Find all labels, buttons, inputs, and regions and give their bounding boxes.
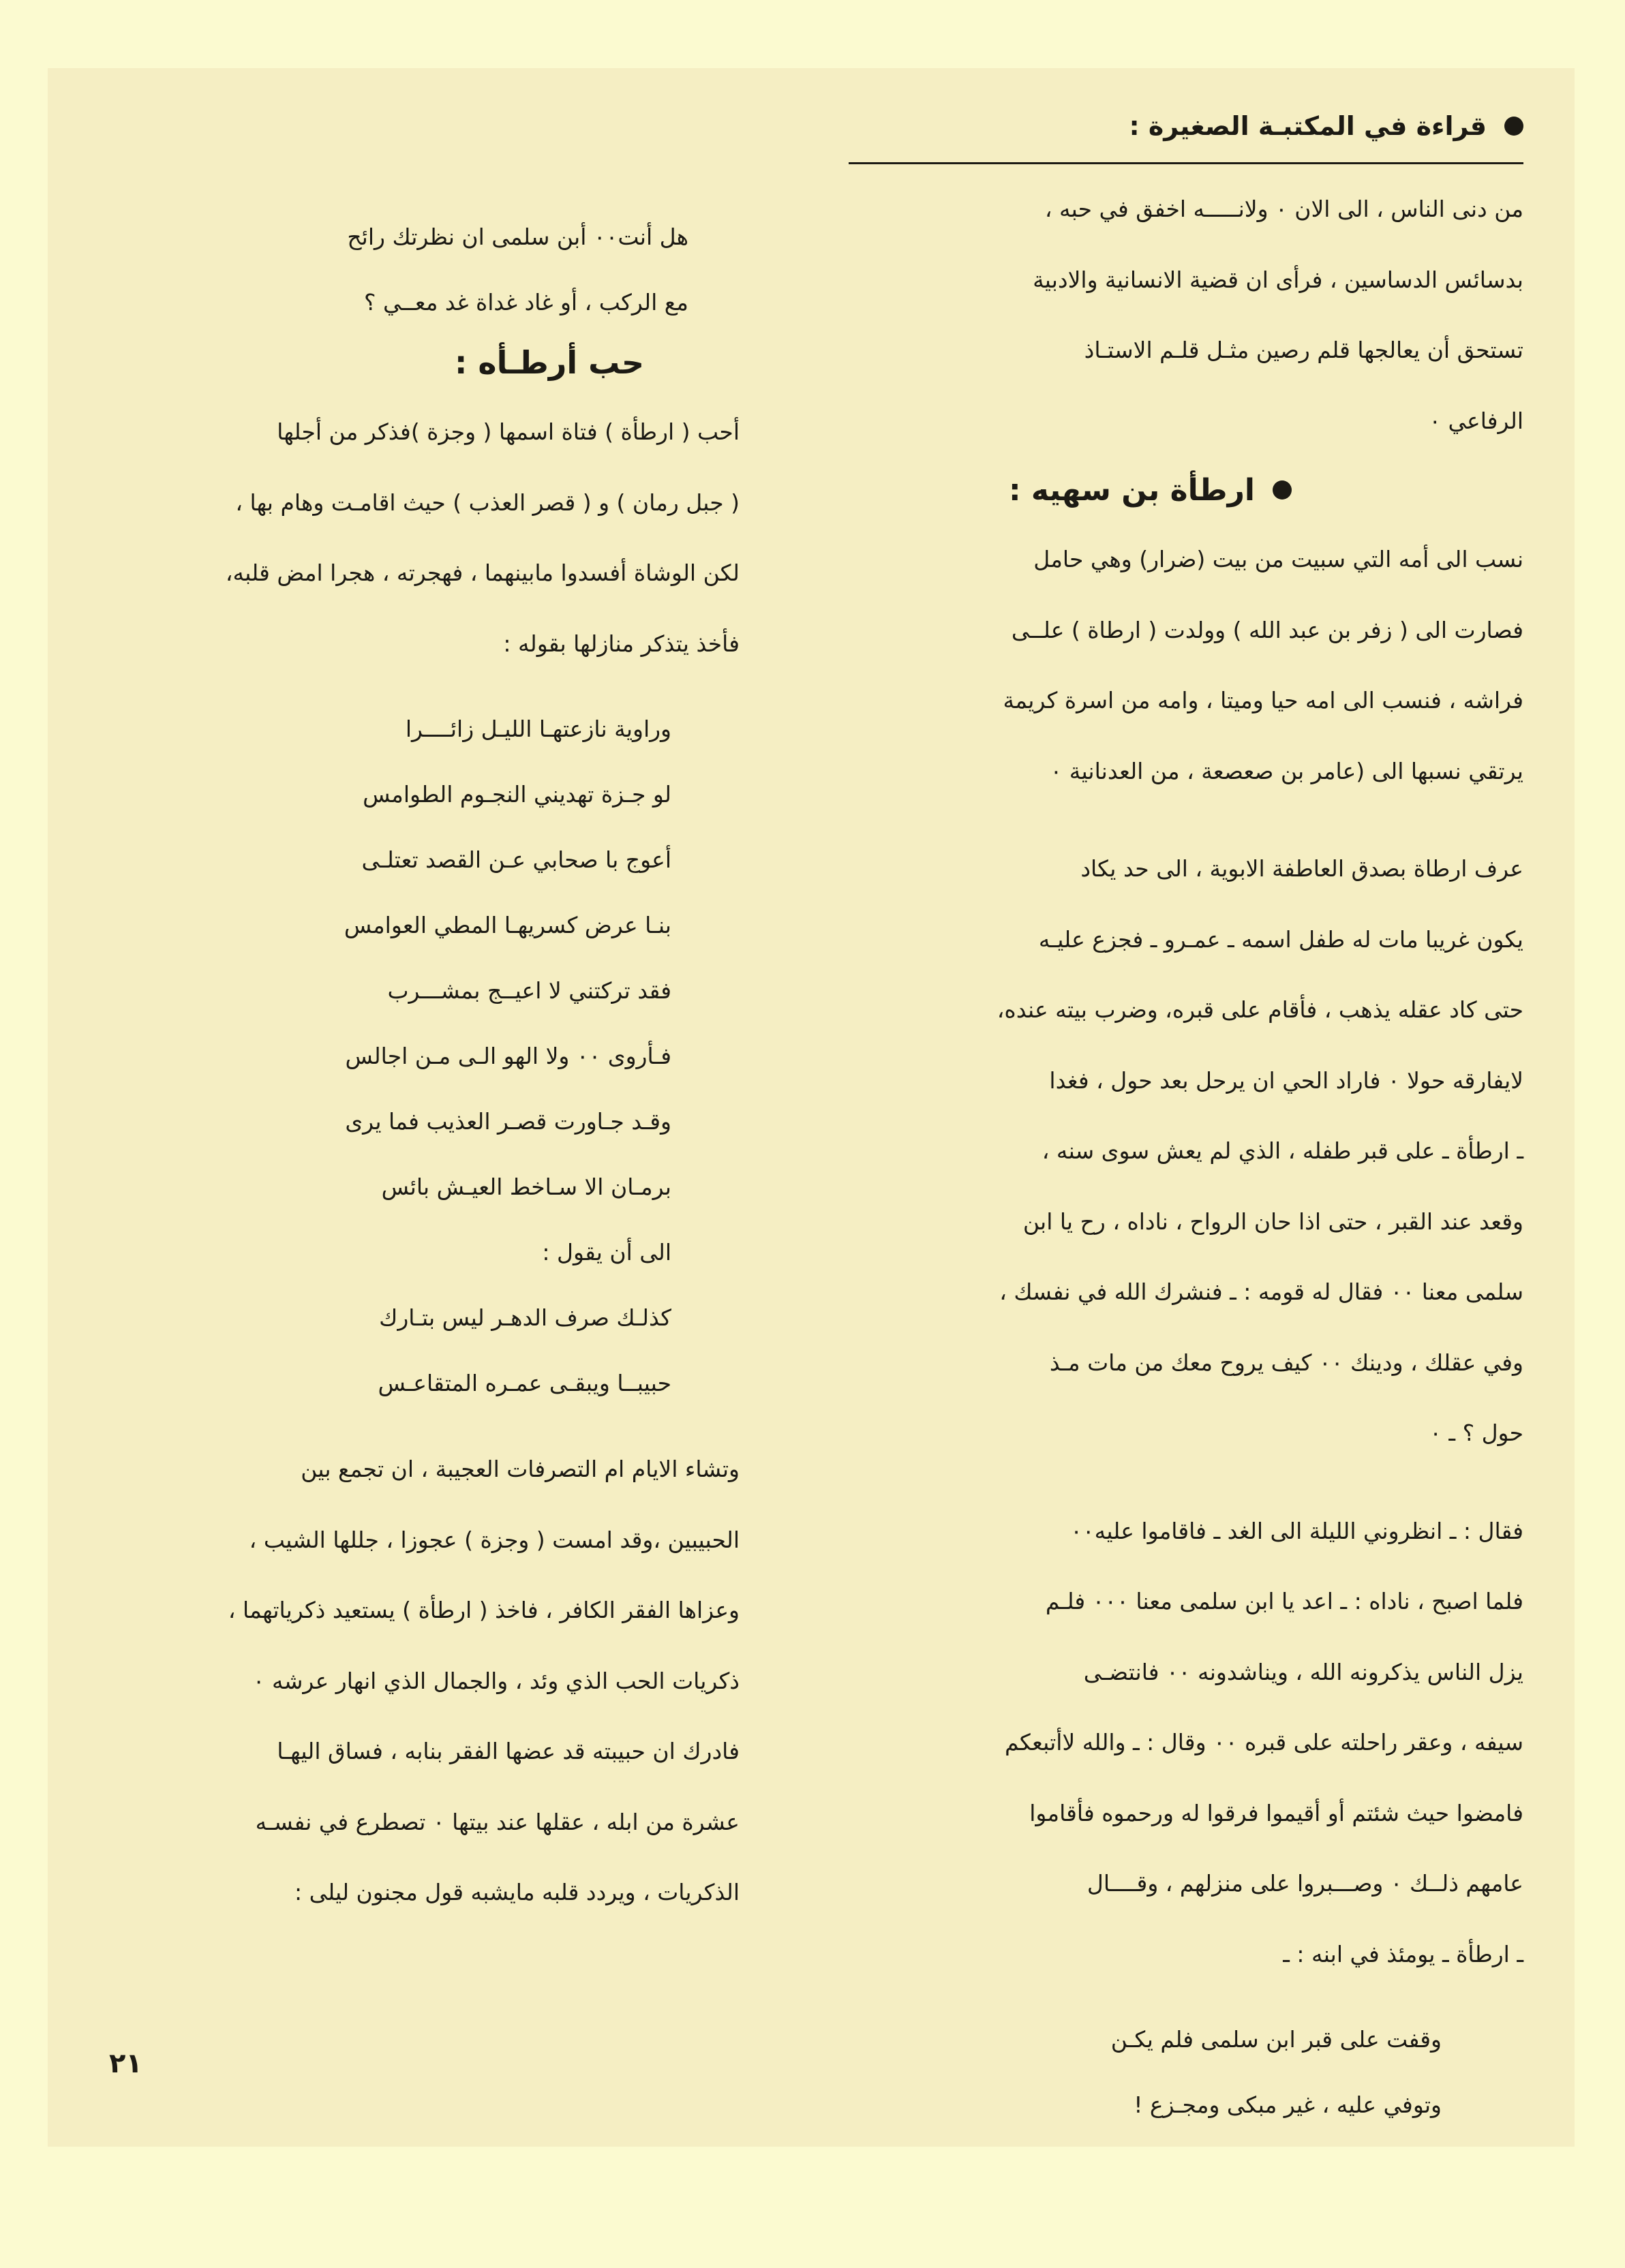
text-line: عشرة من ابله ، عقلها عند بيتها ٠ تصطرع في نفسـه [255, 1808, 740, 1835]
paragraph-reunion [58, 1434, 740, 1716]
verse-line: وراوية نازعتهـا الليـل زائــــرا [405, 716, 671, 742]
verse-line: فقد تركتني لا اعيــج بمشـــرب [387, 977, 671, 1004]
verse-line: حبيبــا ويبقـى عمـره المتقاعـس [378, 1370, 671, 1396]
text-line: نسب الى أمه التي سبيت من بيت (ضرار) وهي حامل [1033, 546, 1523, 572]
text-line: فلما اصبح ، ناداه : ـ اعد يا ابن سلمى معنا ٠٠٠ فلـم [1045, 1588, 1523, 1614]
paragraph-camels [58, 1716, 740, 1928]
text-line: فصارت الى ( زفر بن عبد الله ) وولدت ( ارطاة ) علــى [1011, 616, 1523, 643]
text-line: ـ ارطأة ـ على قبر طفله ، الذي لم يعش سوى سنه ، [1042, 1137, 1523, 1164]
text-line: حتى كاد عقله يذهب ، فأقام على قبره، وضرب بيته عنده، [997, 996, 1523, 1023]
section-heading-artaa [849, 456, 1523, 524]
verse-line: بنـا عرض كسريهـا المطي العوامس [344, 912, 671, 938]
text-line: أحب ( ارطأة ) فتاة اسمها ( وجزة )فذكر من أجلها [277, 418, 740, 445]
text-line: حول ؟ ـ ٠ [1429, 1420, 1523, 1446]
section-heading-love [58, 335, 740, 390]
transition-line [58, 1220, 740, 1285]
text-line: الحبيبين ،وقد امست ( وجزة ) عجوزا ، جللها الشيب ، [249, 1526, 740, 1553]
poem-wajza [58, 696, 740, 1220]
bullet-icon [1273, 480, 1292, 500]
verse-line: الى أن يقول : [542, 1239, 671, 1266]
left-column [58, 204, 740, 1928]
verse-line: أعوج با صحابي عـن القصد تعتلـى [361, 846, 671, 873]
paragraph-next-day [849, 1496, 1523, 1990]
header-rule [849, 162, 1523, 164]
text-line: ذكريات الحب الذي وئد ، والجمال الذي انهار عرشه ٠ [252, 1667, 740, 1694]
verse-line: كذلـك صرف الدهـر ليس بتـارك [379, 1304, 671, 1331]
verse-lament [849, 2007, 1523, 2138]
text-line: عامهم ذلــك ٠ وصـــبروا على منزلهم ، وقــــال [1087, 1870, 1523, 1897]
text-line: لكن الوشاة أفسدوا مابينهما ، فهجرته ، هجرا امض قلبه، [225, 560, 740, 586]
text-line: من دنى الناس ، الى الان ٠ ولانـــــه اخفق في حبه ، [1044, 196, 1523, 222]
text-line: بدسائس الدساسين ، فرأى ان قضية الانسانية والادبية [1033, 266, 1523, 293]
verse-line: وقفت على قبر ابن سلمى فلم يكـن [1110, 2026, 1442, 2053]
verse-line: لو جـزة تهديني النجـوم الطوامس [363, 781, 671, 808]
page-number: ٢١ [109, 2048, 142, 2079]
verse-line: وتوفي عليه ، غير مبكى ومجـزع ! [1134, 2091, 1442, 2118]
paragraph-fatherhood [849, 833, 1523, 1469]
text-line: فامضوا حيث شئتم أو أقيموا فرقوا له ورحموه فأقاموا [1029, 1799, 1523, 1826]
text-line: الذكريات ، ويردد قلبه مايشبه قول مجنون ليلى : [294, 1879, 740, 1905]
bullet-icon [1504, 117, 1523, 136]
intro-paragraph [849, 174, 1523, 456]
text-line: سيفه ، وعقر راحلته على قبره ٠٠ وقال : ـ والله لاأتبعكم [1005, 1729, 1523, 1756]
verse-line: فـأروى ٠٠ ولا الهو الـى مـن اجالس [345, 1043, 671, 1069]
right-column [849, 102, 1523, 2138]
text-line: وقعد عند القبر ، حتى اذا حان الرواح ، ناداه ، رح يا ابن [1022, 1208, 1523, 1235]
verse-line: هل أنت٠٠ أبن سلمى ان نظرتك رائح [347, 224, 688, 250]
text-line: عرف ارطاة بصدق العاطفة الابوية ، الى حد يكاد [1080, 855, 1523, 882]
text-line: لايفارقه حولا ٠ فاراد الحي ان يرحل بعد حول ، فغدا [1049, 1067, 1523, 1094]
text-line: فأخذ يتذكر منازلها بقوله : [503, 630, 740, 657]
verse-line: مع الركب ، أو غاد غداة غد معــي ؟ [363, 289, 688, 316]
text-line: وعزاها الفقر الكافر ، فاخذ ( ارطأة ) يستعيد ذكرياتهما ، [228, 1597, 740, 1623]
text-line: يكون غريبا مات له طفل اسمه ـ عمـرو ـ فجزع عليـه [1038, 925, 1523, 953]
verse-line: برمـان الا سـاخط العيـش بائس [381, 1174, 671, 1200]
text-line: فقال : ـ انظروني الليلة الى الغد ـ فاقاموا عليه٠٠ [1070, 1517, 1523, 1544]
poem-fate [58, 1285, 740, 1416]
text-line: ( جبل رمان ) و ( قصر العذب ) حيث اقامـت وهام بها ، [235, 489, 740, 516]
paragraph-lineage [849, 524, 1523, 806]
text-line: فادرك ان حبيبته قد عضها الفقر بنابه ، فساق اليهـا [277, 1738, 740, 1764]
header-title: قراءة في المكتبـة الصغيرة : [1129, 111, 1487, 141]
verse-opening [58, 204, 740, 335]
section-title: حب أرطـأه : [455, 344, 644, 381]
text-line: وفي عقلك ، ودينك ٠٠ كيف يروح معك من مات مـذ [1049, 1349, 1523, 1376]
section-title: ارطأة بن سهيه : [1009, 472, 1255, 508]
text-line: الرفاعي ٠ [1429, 407, 1523, 434]
text-line: وتشاء الايام ام التصرفات العجيبة ، ان تجمع بين [301, 1456, 740, 1482]
text-line: تستحق أن يعالجها قلم رصين مثـل قلـم الاستـاذ [1084, 337, 1523, 363]
running-header [849, 102, 1523, 150]
text-line: يزل الناس يذكرونه الله ، ويناشدونه ٠٠ فانتضـى [1083, 1658, 1523, 1685]
paragraph-love [58, 397, 740, 679]
text-line: سلمى معنا ٠٠ فقال له قومه : ـ فنشرك الله في نفسك ، [999, 1278, 1523, 1305]
verse-line: وقـد جـاورت قصـر العذيب فما يرى [345, 1108, 671, 1135]
text-line: ـ ارطأة ـ يومئذ في ابنه : ـ [1283, 1940, 1523, 1967]
text-line: يرتقي نسبها الى (عامر بن صعصعة ، من العدنانية ٠ [1050, 757, 1523, 784]
text-line: فراشه ، فنسب الى امه حيا وميتا ، وامه من اسرة كريمة [1003, 687, 1523, 714]
